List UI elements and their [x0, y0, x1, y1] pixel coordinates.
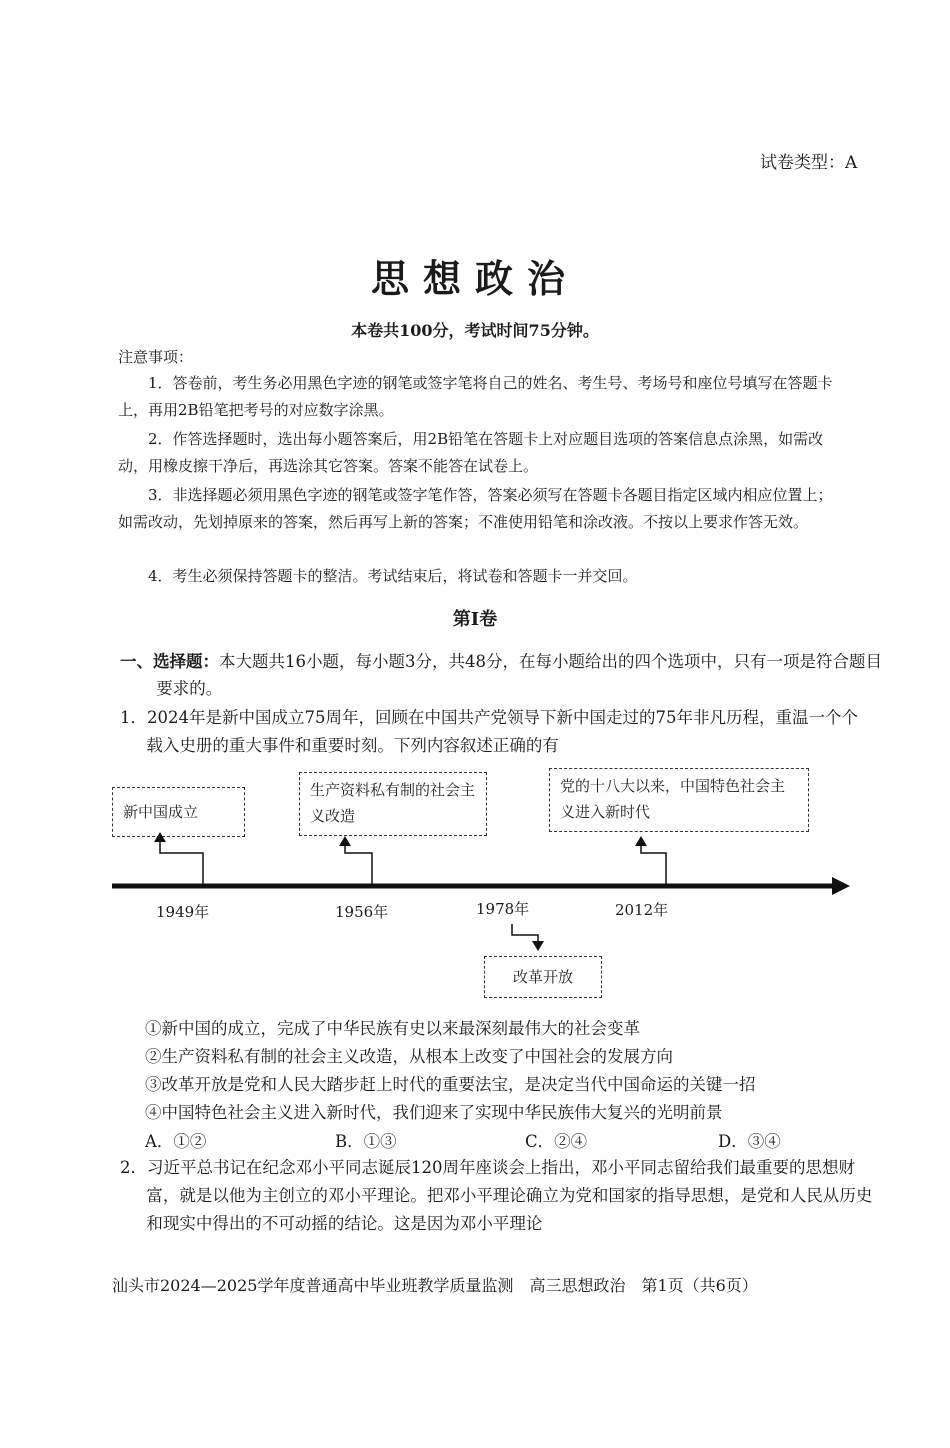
timeline-box-2012: 党的十八大以来，中国特色社会主义进入新时代	[549, 768, 809, 832]
timeline-box-1956: 生产资料私有制的社会主义改造	[299, 772, 487, 836]
statement-1: ①新中国的成立，完成了中华民族有史以来最深刻最伟大的社会变革	[145, 1019, 640, 1038]
notice-item-3: 3．非选择题必须用黑色字迹的钢笔或签字笔作答，答案必须写在答题卡各题目指定区域内相应位置上；如需改动，先划掉原来的答案，然后再写上新的答案；不准使用铅笔和涂改液。不按以上要求作答无效。	[118, 486, 833, 531]
connector-1949	[160, 840, 203, 886]
section-label: 一、选择题：	[120, 652, 219, 671]
year-1956: 1956年	[335, 903, 389, 921]
timeline-box-1949: 新中国成立	[112, 787, 245, 837]
statement-3: ③改革开放是党和人民大踏步赶上时代的重要法宝，是决定当代中国命运的关键一招	[145, 1075, 756, 1094]
statement-2: ②生产资料私有制的社会主义改造，从根本上改变了中国社会的发展方向	[145, 1047, 673, 1066]
question-2-stem: 2．习近平总书记在纪念邓小平同志诞辰120周年座谈会上指出，邓小平同志留给我们最重要的思想财富，就是以他为主创立的邓小平理论。把邓小平理论确立为党和国家的指导思想，是党和人民从历史和现实中得出的不可动摇的结论。这是因为邓小平理论	[120, 1158, 873, 1233]
year-1978: 1978年	[476, 900, 530, 918]
connector-2012	[641, 844, 666, 886]
connector-1978	[512, 924, 538, 941]
notice-title: 注意事项：	[118, 348, 194, 366]
statement-4: ④中国特色社会主义进入新时代，我们迎来了实现中华民族伟大复兴的光明前景	[145, 1103, 723, 1122]
notice-item-1: 1．答卷前，考生务必用黑色字迹的钢笔或签字笔将自己的姓名、考生号、考场号和座位号填写在答题卡上，再用2B铅笔把考号的对应数字涂黑。	[118, 374, 833, 419]
choice-a: A．①②	[145, 1132, 207, 1151]
timeline-arrowhead	[832, 877, 850, 895]
exam-info: 本卷共100分，考试时间75分钟。	[351, 321, 599, 340]
timeline-box-1978: 改革开放	[484, 956, 602, 998]
choice-b: B．①③	[335, 1132, 397, 1151]
arrow-1978	[532, 941, 544, 951]
arrow-2012	[635, 836, 647, 846]
exam-type-label: 试卷类型：A	[760, 153, 858, 173]
notice-item-2: 2．作答选择题时，选出每小题答案后，用2B铅笔在答题卡上对应题目选项的答案信息点涂黑，如需改动，用橡皮擦干净后，再选涂其它答案。答案不能答在试卷上。	[118, 430, 824, 475]
year-2012: 2012年	[615, 901, 669, 919]
question-1-stem: 1．2024年是新中国成立75周年，回顾在中国共产党领导下新中国走过的75年非凡历程，重温一个个载入史册的重大事件和重要时刻。下列内容叙述正确的有	[120, 708, 858, 755]
notice-item-4: 4．考生必须保持答题卡的整洁。考试结束后，将试卷和答题卡一并交回。	[148, 567, 638, 585]
arrow-1956	[339, 836, 351, 846]
year-1949: 1949年	[156, 903, 210, 921]
connector-1956	[345, 844, 372, 886]
page-title: 思想政治	[370, 256, 579, 301]
choice-c: C．②④	[525, 1132, 588, 1151]
section-text: 本大题共16小题，每小题3分，共48分，在每小题给出的四个选项中，只有一项是符合题目要求的。	[156, 652, 882, 698]
choice-d: D．③④	[718, 1132, 781, 1151]
page-footer: 汕头市2024—2025学年度普通高中毕业班教学质量监测 高三思想政治 第1页（共6页）	[112, 1276, 758, 1295]
section-instruction	[120, 648, 882, 702]
volume-title: 第Ⅰ卷	[452, 609, 498, 630]
